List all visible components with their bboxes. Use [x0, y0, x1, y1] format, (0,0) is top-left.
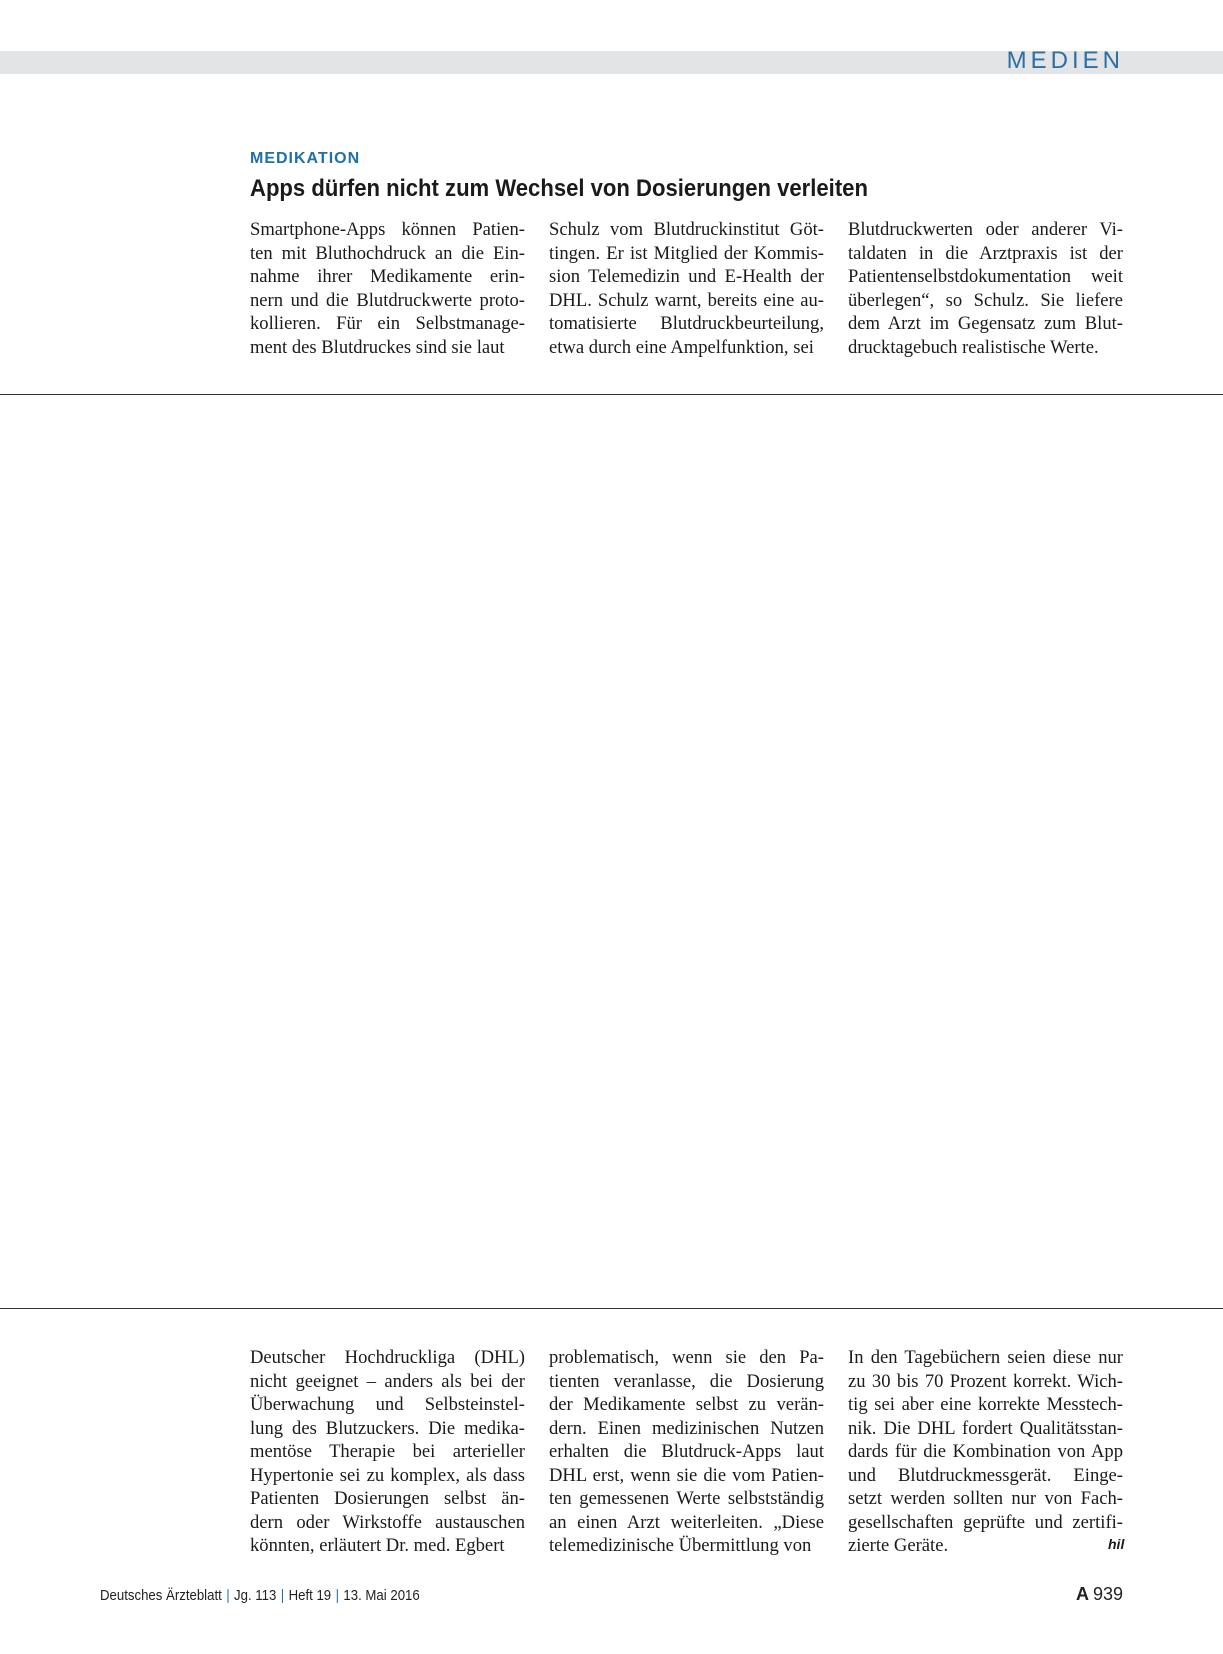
- text-line: drucktagebuch realistische Werte.: [848, 336, 1099, 358]
- text-line: lung des Blutzuckers. Die medika-: [250, 1417, 525, 1439]
- text-line: erhalten die Blutdruck-Apps laut: [549, 1441, 824, 1462]
- footer-journal: Deutsches Ärzteblatt: [100, 1587, 222, 1604]
- text-line: der Medikamente selbst zu verän-: [549, 1394, 824, 1415]
- page-prefix: A: [1075, 1584, 1089, 1604]
- text-line: DHL erst, wenn sie die vom Patien-: [549, 1464, 824, 1486]
- text-line: tienten veranlasse, die Dosierung: [549, 1370, 824, 1392]
- text-line: etwa durch eine Ampelfunktion, sei: [549, 336, 814, 358]
- text-line: zu 30 bis 70 Prozent korrekt. Wich-: [848, 1370, 1123, 1392]
- text-line: sion Telemedizin und E-Health der: [549, 266, 824, 287]
- text-line: gesellschaften geprüfte und zertifi-: [848, 1511, 1123, 1533]
- text-line: Patienten Dosierungen selbst än-: [250, 1488, 525, 1509]
- text-line: Schulz vom Blutdruckinstitut Göt-: [549, 219, 824, 240]
- text-line: setzt werden sollten nur von Fach-: [848, 1488, 1123, 1509]
- top-column-3: [848, 218, 1123, 359]
- text-line: nahme ihrer Medikamente erin-: [250, 266, 525, 287]
- text-line: nern und die Blutdruckwerte proto-: [250, 289, 525, 311]
- text-line: überlegen“, so Schulz. Sie liefere: [848, 289, 1123, 311]
- section-divider-bottom: [0, 1308, 1223, 1309]
- text-line: Blutdruckwerten oder anderer Vi-: [848, 219, 1123, 240]
- text-line: zierte Geräte.: [848, 1535, 949, 1556]
- article-title: Apps dürfen nicht zum Wechsel von Dosierungen verleiten: [250, 175, 868, 202]
- text-line: Deutscher Hochdruckliga (DHL): [250, 1347, 525, 1368]
- text-line: dern. Einen medizinischen Nutzen: [549, 1417, 824, 1439]
- text-line: telemedizinische Übermittlung von: [549, 1535, 812, 1556]
- top-column-2: [549, 218, 824, 359]
- text-line: Hypertonie sei zu komplex, als dass: [250, 1464, 525, 1486]
- text-line: tomatisierte Blutdruckbeurteilung,: [549, 313, 824, 334]
- text-line: ten mit Bluthochdruck an die Ein-: [250, 242, 525, 264]
- text-line: dem Arzt im Gegensatz zum Blut-: [848, 313, 1123, 334]
- text-line: Überwachung und Selbsteinstel-: [250, 1394, 525, 1415]
- top-column-1: [250, 218, 525, 359]
- section-label: MEDIEN: [1006, 47, 1124, 74]
- footer-issue: Heft 19: [288, 1587, 332, 1604]
- bottom-column-3: [848, 1346, 1123, 1558]
- footer-separator: |: [226, 1587, 230, 1604]
- text-line: ment des Blutdruckes sind sie laut: [250, 336, 505, 358]
- footer-volume: Jg. 113: [234, 1587, 277, 1604]
- footer-separator: |: [280, 1587, 285, 1604]
- text-line: tig sei aber eine korrekte Messtech-: [848, 1394, 1123, 1415]
- text-line: Smartphone-Apps können Patien-: [250, 219, 525, 240]
- text-line: problematisch, wenn sie den Pa-: [549, 1347, 824, 1368]
- text-line: dards für die Kombination von App: [848, 1441, 1123, 1462]
- text-line: kollieren. Für ein Selbstmanage-: [250, 313, 525, 334]
- text-line: an einen Arzt weiterleiten. „Diese: [549, 1511, 824, 1533]
- text-line: In den Tagebüchern seien diese nur: [848, 1347, 1123, 1368]
- text-line: dern oder Wirkstoffe austauschen: [250, 1511, 525, 1533]
- page-number-value: 939: [1092, 1584, 1123, 1604]
- text-line: und Blutdruckmessgerät. Einge-: [848, 1464, 1123, 1486]
- footer-date: 13. Mai 2016: [343, 1587, 420, 1604]
- text-line: Patientenselbstdokumentation weit: [848, 266, 1123, 287]
- text-line: könnten, erläutert Dr. med. Egbert: [250, 1535, 505, 1556]
- article-kicker: MEDIKATION: [250, 150, 361, 167]
- text-line: mentöse Therapie bei arterieller: [250, 1441, 525, 1462]
- text-line: taldaten in die Arztpraxis ist der: [848, 242, 1123, 264]
- text-line: nik. Die DHL fordert Qualitätsstan-: [848, 1417, 1123, 1439]
- text-line: tingen. Er ist Mitglied der Kommis-: [549, 242, 824, 264]
- footer-citation: [100, 1586, 420, 1606]
- bottom-column-2: [549, 1346, 824, 1558]
- text-line: DHL. Schulz warnt, bereits eine au-: [549, 289, 824, 311]
- section-divider-top: [0, 394, 1223, 395]
- bottom-column-1: [250, 1346, 525, 1558]
- author-signature: hil: [1108, 1536, 1125, 1552]
- text-line: ten gemessenen Werte selbstständig: [549, 1488, 824, 1509]
- page-number: [1076, 1583, 1123, 1605]
- footer-separator: |: [335, 1587, 340, 1604]
- text-line: nicht geeignet – anders als bei der: [250, 1370, 525, 1392]
